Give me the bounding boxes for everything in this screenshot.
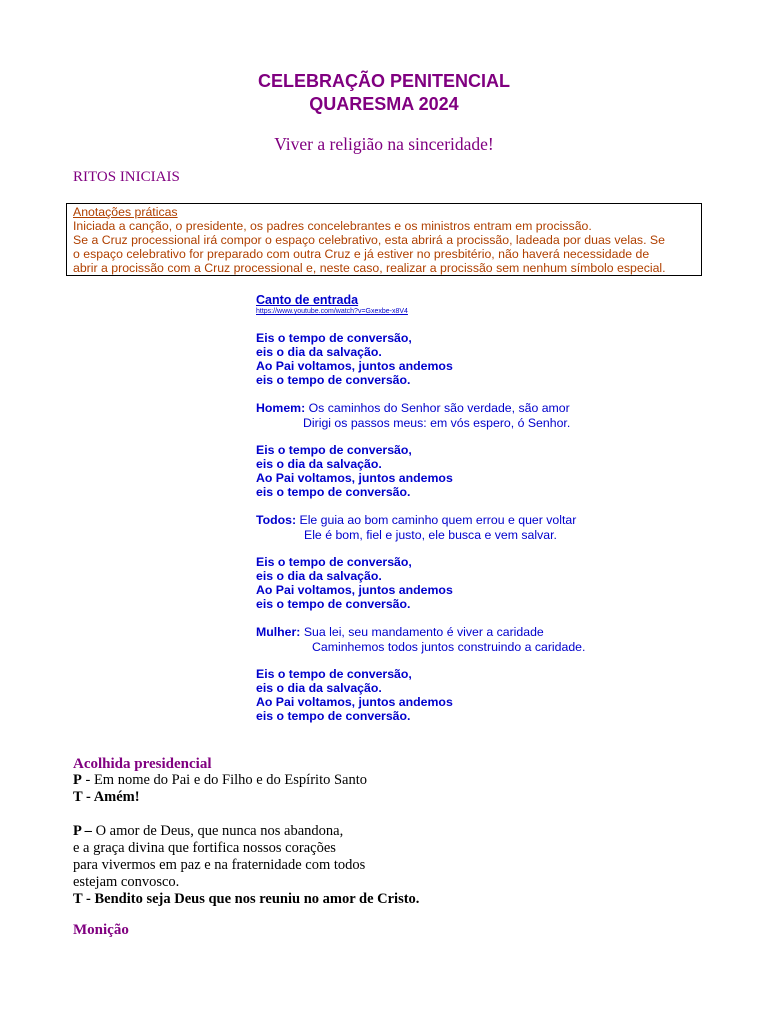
refrain-line: eis o tempo de conversão. [256, 597, 411, 611]
refrain-line: Eis o tempo de conversão, [256, 555, 412, 569]
title-line-2: QUARESMA 2024 [309, 94, 459, 114]
section-heading-monicao: Monição [73, 922, 129, 938]
verse-label: Todos: [256, 513, 297, 527]
section-heading-acolhida: Acolhida presidencial [73, 756, 212, 772]
verse-line-1: Ele guia ao bom caminho quem errou e quer voltar [296, 513, 577, 527]
song-section [256, 293, 716, 737]
song-url-link[interactable]: https://www.youtube.com/watch?v=Gxexbe-x8V4 [256, 308, 408, 315]
acolhida-t2: T - Bendito seja Deus que nos reuniu no amor de Cristo. [73, 891, 420, 907]
notes-line-2-text: Se a Cruz processional irá compor o espaço celebrativo, esta abrirá a procissão, ladeada por duas velas. Se [73, 233, 665, 247]
acolhida-p2 [73, 823, 713, 840]
notes-line-1: Iniciada a canção, o presidente, os padres concelebrantes e os ministros entram em procissão. [73, 219, 592, 233]
acolhida-p2-line-3: para vivermos em paz e na fraternidade com todos [73, 857, 366, 873]
notes-title: Anotações práticas [73, 205, 178, 219]
refrain-line: Ao Pai voltamos, juntos andemos [256, 471, 453, 485]
refrain-line: eis o tempo de conversão. [256, 709, 411, 723]
refrain-line: eis o tempo de conversão. [256, 485, 411, 499]
verse-block [256, 401, 716, 430]
acolhida-block [73, 772, 713, 908]
document-title [0, 70, 768, 116]
verse-block [256, 625, 716, 654]
refrain-line: Ao Pai voltamos, juntos andemos [256, 583, 453, 597]
refrain-block [256, 331, 716, 387]
refrain-line: Eis o tempo de conversão, [256, 443, 412, 457]
refrain-line: eis o dia da salvação. [256, 681, 382, 695]
refrain-line: Ao Pai voltamos, juntos andemos [256, 359, 453, 373]
refrain-line: Ao Pai voltamos, juntos andemos [256, 695, 453, 709]
refrain-line: eis o dia da salvação. [256, 457, 382, 471]
song-title-link[interactable]: Canto de entrada [256, 293, 359, 307]
refrain-block [256, 555, 716, 611]
notes-line-2 [73, 233, 695, 247]
speaker-label: P [73, 772, 82, 788]
acolhida-t1: T - Amém! [73, 789, 140, 805]
notes-line-3-text: o espaço celebrativo for preparado com outra Cruz e já estiver no presbitério, não haverá necessidade de [73, 247, 650, 261]
acolhida-p2-line-2: e a graça divina que fortifica nossos corações [73, 840, 336, 856]
refrain-block [256, 443, 716, 499]
notes-line-3 [73, 247, 695, 261]
refrain-line: eis o dia da salvação. [256, 345, 382, 359]
verse-line-1: Os caminhos do Senhor são verdade, são amor [305, 401, 570, 415]
spacer [73, 806, 713, 823]
verse-label: Mulher: [256, 625, 301, 639]
refrain-line: eis o tempo de conversão. [256, 373, 411, 387]
section-heading-ritos: RITOS INICIAIS [73, 169, 180, 185]
refrain-line: Eis o tempo de conversão, [256, 667, 412, 681]
verse-line-2: Caminhemos todos juntos construindo a caridade. [312, 639, 586, 654]
verse-line-1: Sua lei, seu mandamento é viver a caridade [300, 625, 544, 639]
notes-line-4: abrir a procissão com a Cruz processional e, neste caso, realizar a procissão sem nenhum símbolo especial. [73, 261, 666, 275]
acolhida-p1 [73, 772, 713, 789]
verse-label: Homem: [256, 401, 306, 415]
refrain-line: eis o dia da salvação. [256, 569, 382, 583]
title-line-1: CELEBRAÇÃO PENITENCIAL [257, 71, 510, 91]
acolhida-p2-line-4: estejam convosco. [73, 874, 180, 890]
verse-block [256, 513, 716, 542]
verse-line-2: Dirigi os passos meus: em vós espero, ó Senhor. [303, 415, 571, 430]
refrain-line: Eis o tempo de conversão, [256, 331, 412, 345]
acolhida-p1-text: - Em nome do Pai e do Filho e do Espírito Santo [81, 772, 368, 788]
notes-box [66, 203, 702, 276]
acolhida-p2-line-1: O amor de Deus, que nunca nos abandona, [91, 823, 344, 839]
refrain-block [256, 667, 716, 723]
speaker-label: P – [73, 823, 92, 839]
verse-line-2: Ele é bom, fiel e justo, ele busca e vem salvar. [304, 527, 557, 542]
document-subtitle: Viver a religião na sinceridade! [274, 134, 494, 154]
